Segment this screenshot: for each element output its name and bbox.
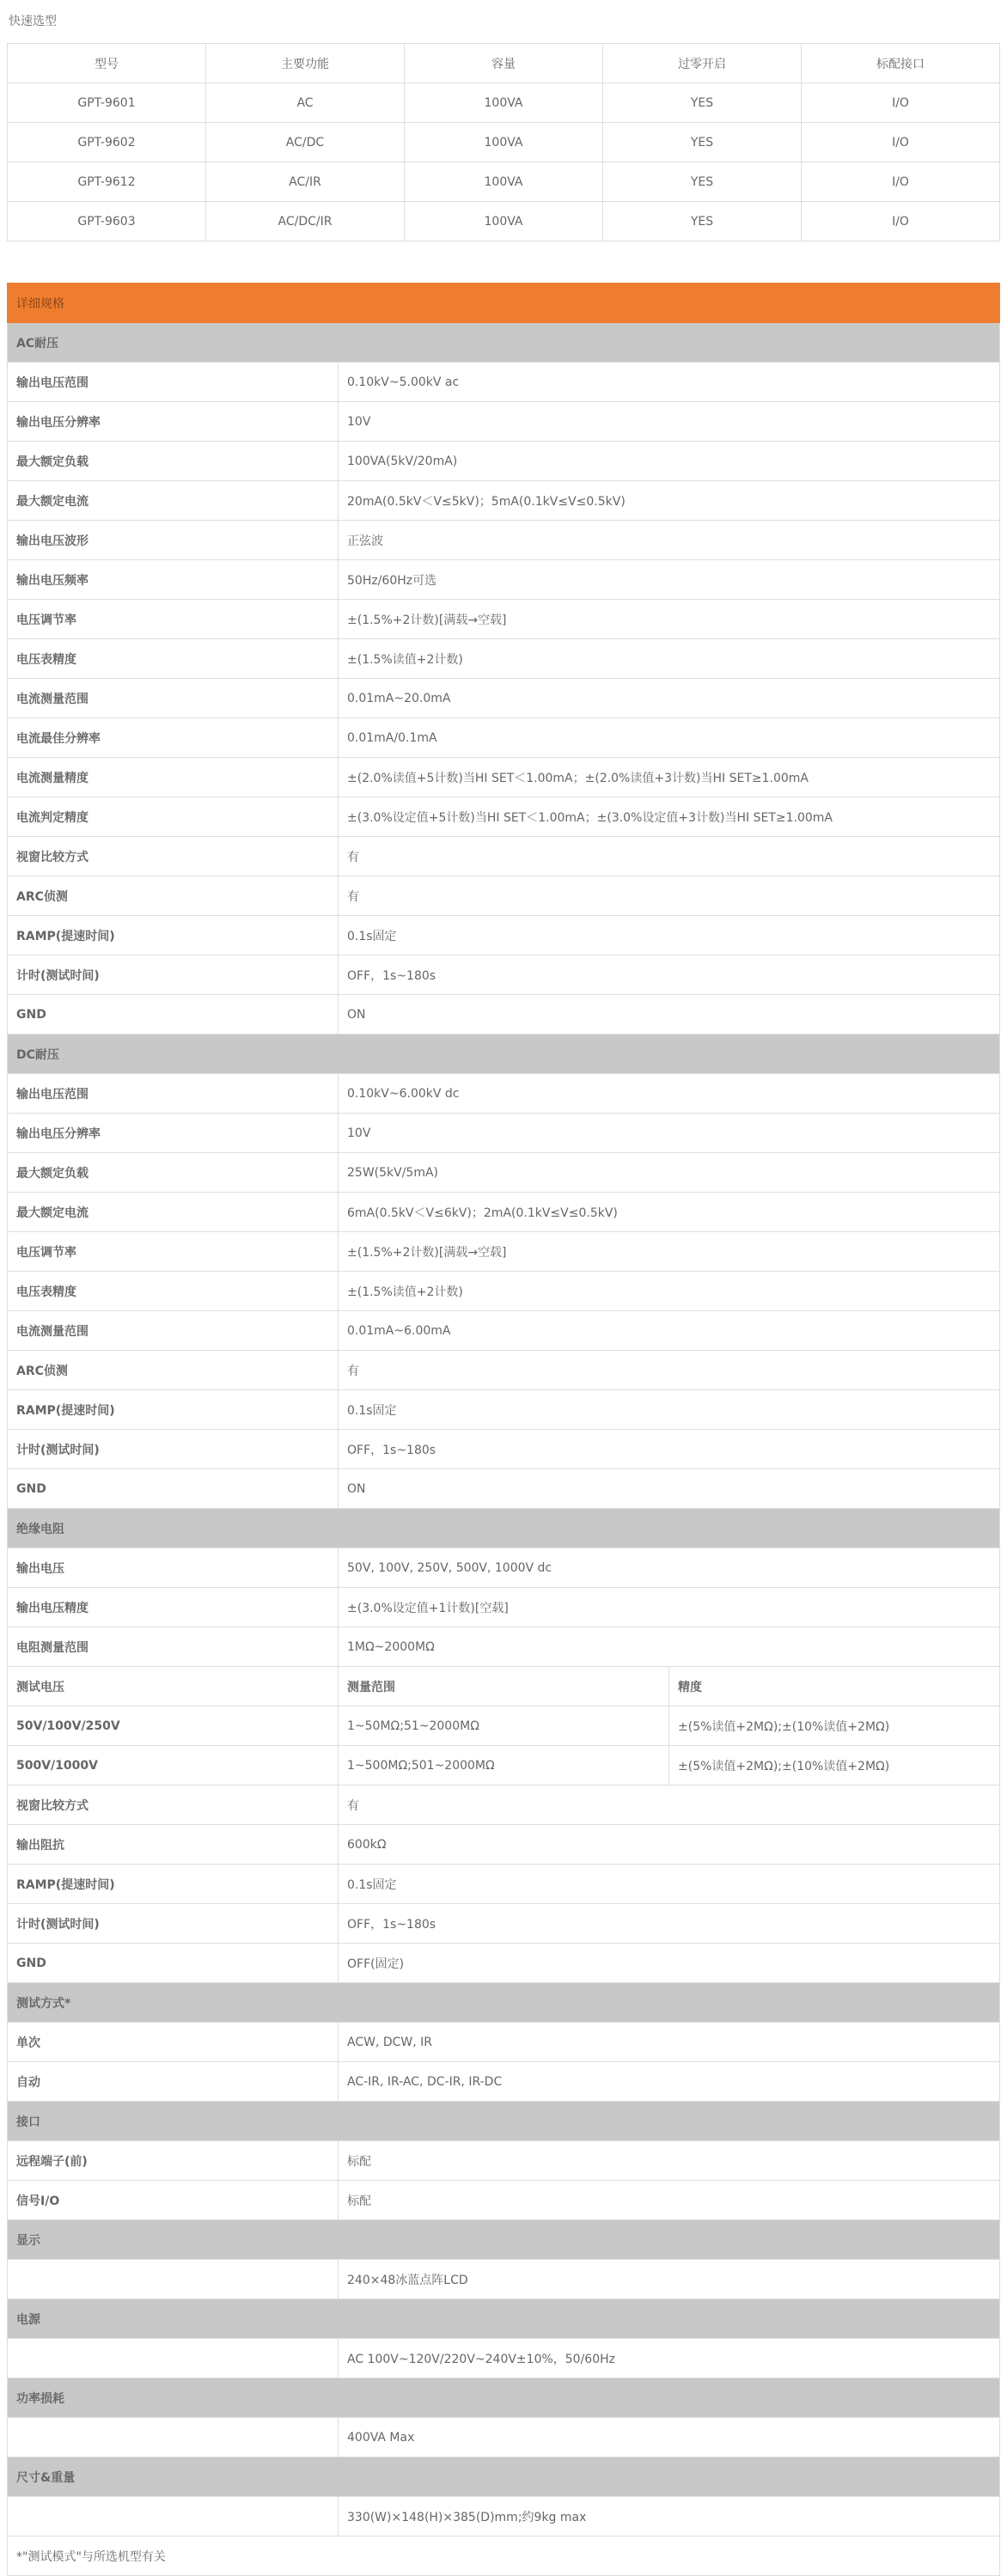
spec-table [7,283,1000,2576]
spec-row [8,2181,1000,2220]
spec-value: 0.01mA/0.1mA [339,718,1000,758]
spec-row [8,679,1000,718]
table-cell: AC/DC [206,123,405,162]
spec-label: 电压表精度 [8,639,339,679]
table-row [8,83,1000,123]
spec-label: ARC侦测 [8,1351,339,1390]
spec-label: 信号I/O [8,2181,339,2220]
spec-row [8,1469,1000,1509]
spec-label [8,2339,339,2378]
spec-value: 正弦波 [339,521,1000,560]
spec-value: ±(2.0%读值+5计数)当HI SET＜1.00mA；±(2.0%读值+3计数)当HI SET≥1.00mA [339,758,1000,797]
spec-value: 有 [339,876,1000,916]
spec-value: 50V, 100V, 250V, 500V, 1000V dc [339,1548,1000,1588]
quick-header-cell: 主要功能 [206,44,405,83]
spec-row [8,521,1000,560]
spec-row [8,1232,1000,1272]
ir-range: 1~500MΩ;501~2000MΩ [339,1746,669,1785]
spec-label: 最大额定负载 [8,442,339,481]
spec-row [8,1865,1000,1904]
spec-value: 0.1s固定 [339,916,1000,955]
spec-label: 输出阻抗 [8,1825,339,1865]
spec-label [8,2497,339,2536]
quick-header-cell: 过零开启 [603,44,802,83]
table-cell: 100VA [405,162,603,202]
spec-value: ±(1.5%+2计数)[满载→空载] [339,1232,1000,1272]
section-title: 显示 [8,2220,1000,2260]
spec-value: 600kΩ [339,1825,1000,1865]
table-cell: YES [603,83,802,123]
spec-value: 50Hz/60Hz可选 [339,560,1000,600]
spec-row [8,1548,1000,1588]
section-title: 接口 [8,2102,1000,2141]
spec-value: 0.10kV~6.00kV dc [339,1074,1000,1114]
table-cell: GPT-9612 [8,162,206,202]
spec-row [8,1627,1000,1667]
spec-value: 25W(5kV/5mA) [339,1153,1000,1193]
spec-label: 电流测量范围 [8,1311,339,1351]
spec-value: ±(3.0%设定值+5计数)当HI SET＜1.00mA；±(3.0%设定值+3计数)当HI SET≥1.00mA [339,797,1000,837]
spec-label: 输出电压范围 [8,1074,339,1114]
spec-label: GND [8,1944,339,1983]
spec-value: 0.01mA~6.00mA [339,1311,1000,1351]
spec-label: 视窗比较方式 [8,837,339,876]
section-title: DC耐压 [8,1035,1000,1074]
spec-label: 电流测量精度 [8,758,339,797]
spec-value: 有 [339,837,1000,876]
ir-sub-row [8,1706,1000,1746]
table-cell: 100VA [405,83,603,123]
spec-row [8,1390,1000,1430]
spec-row [8,639,1000,679]
table-cell: YES [603,202,802,241]
spec-value: 10V [339,402,1000,442]
table-cell: YES [603,123,802,162]
spec-value: 0.1s固定 [339,1865,1000,1904]
table-row [8,123,1000,162]
quick-header-row [8,44,1000,83]
spec-row [8,363,1000,402]
spec-label: 输出电压分辨率 [8,402,339,442]
spec-value: 标配 [339,2141,1000,2181]
table-cell: GPT-9602 [8,123,206,162]
spec-label: 电压表精度 [8,1272,339,1311]
table-cell: I/O [802,83,1000,123]
spec-value: ±(1.5%读值+2计数) [339,1272,1000,1311]
spec-label: 计时(测试时间) [8,1430,339,1469]
spec-value: 标配 [339,2181,1000,2220]
note-row [8,2536,1000,2576]
spec-value: 330(W)×148(H)×385(D)mm;约9kg max [339,2497,1000,2536]
spec-row [8,2023,1000,2062]
spec-label: 电压调节率 [8,1232,339,1272]
quick-header-cell: 容量 [405,44,603,83]
section-title: AC耐压 [8,323,1000,363]
spec-label: 计时(测试时间) [8,1904,339,1944]
spec-label: 输出电压分辨率 [8,1114,339,1153]
spec-value: AC 100V~120V/220V~240V±10%，50/60Hz [339,2339,1000,2378]
spec-row [8,1311,1000,1351]
spec-label: 最大额定负载 [8,1153,339,1193]
section-ac-withstand [8,323,1000,363]
ir-sub-header: 精度 [669,1667,1000,1706]
spec-label: 电流测量范围 [8,679,339,718]
section-dc-withstand [8,1035,1000,1074]
spec-row [8,1153,1000,1193]
spec-label: 电流最佳分辨率 [8,718,339,758]
table-cell: 100VA [405,202,603,241]
section-title: 功率损耗 [8,2378,1000,2418]
ir-accuracy: ±(5%读值+2MΩ);±(10%读值+2MΩ) [669,1706,1000,1746]
spec-label: 单次 [8,2023,339,2062]
spec-value: 0.01mA~20.0mA [339,679,1000,718]
spec-row [8,916,1000,955]
table-cell: AC [206,83,405,123]
spec-label: 输出电压频率 [8,560,339,600]
spec-row [8,876,1000,916]
spec-value: 10V [339,1114,1000,1153]
spec-value: 6mA(0.5kV＜V≤6kV)；2mA(0.1kV≤V≤0.5kV) [339,1193,1000,1232]
spec-row [8,797,1000,837]
spec-row [8,2339,1000,2378]
spec-label: 电阻测量范围 [8,1627,339,1667]
spec-label: 电流判定精度 [8,797,339,837]
section-interface [8,2102,1000,2141]
spec-label: 输出电压范围 [8,363,339,402]
quick-header-cell: 型号 [8,44,206,83]
spec-value: ON [339,1469,1000,1509]
spec-value: 0.1s固定 [339,1390,1000,1430]
spec-value: OFF(固定) [339,1944,1000,1983]
section-test-mode [8,1983,1000,2023]
ir-test-voltage: 500V/1000V [8,1746,339,1785]
table-cell: YES [603,162,802,202]
spec-row [8,995,1000,1035]
spec-label: 输出电压 [8,1548,339,1588]
spec-row [8,2260,1000,2299]
spec-row [8,837,1000,876]
spec-label: 视窗比较方式 [8,1785,339,1825]
spec-value: 20mA(0.5kV＜V≤5kV)；5mA(0.1kV≤V≤0.5kV) [339,481,1000,521]
spec-value: 0.10kV~5.00kV ac [339,363,1000,402]
spec-label: RAMP(提速时间) [8,916,339,955]
spec-row [8,560,1000,600]
section-size-weight [8,2457,1000,2497]
spec-value: 400VA Max [339,2418,1000,2457]
spec-label: GND [8,995,339,1035]
spec-label: 远程端子(前) [8,2141,339,2181]
ir-range: 1~50MΩ;51~2000MΩ [339,1706,669,1746]
table-cell: GPT-9601 [8,83,206,123]
spec-value: ON [339,995,1000,1035]
table-cell: GPT-9603 [8,202,206,241]
table-row [8,162,1000,202]
spec-label: 输出电压波形 [8,521,339,560]
spec-label: 计时(测试时间) [8,955,339,995]
section-title: 绝缘电阻 [8,1509,1000,1548]
spec-value: 有 [339,1785,1000,1825]
spec-label: RAMP(提速时间) [8,1865,339,1904]
spec-row [8,1944,1000,1983]
spec-row [8,442,1000,481]
spec-value: ACW, DCW, IR [339,2023,1000,2062]
table-cell: I/O [802,123,1000,162]
table-cell: AC/IR [206,162,405,202]
spec-row [8,1430,1000,1469]
spec-label: 电压调节率 [8,600,339,639]
spec-label: RAMP(提速时间) [8,1390,339,1430]
spec-value: 100VA(5kV/20mA) [339,442,1000,481]
ir-sub-header: 测试电压 [8,1667,339,1706]
quick-select-title: 快速选型 [9,15,57,28]
spec-row [8,2062,1000,2102]
spec-value: 有 [339,1351,1000,1390]
spec-value: OFF，1s~180s [339,1904,1000,1944]
table-row [8,202,1000,241]
spec-value: OFF，1s~180s [339,955,1000,995]
spec-row [8,955,1000,995]
spec-row [8,481,1000,521]
ir-test-voltage: 50V/100V/250V [8,1706,339,1746]
spec-row [8,2141,1000,2181]
spec-label: 最大额定电流 [8,1193,339,1232]
spec-row [8,1272,1000,1311]
spec-row [8,1193,1000,1232]
table-cell: 100VA [405,123,603,162]
spec-row [8,1351,1000,1390]
ir-accuracy: ±(5%读值+2MΩ);±(10%读值+2MΩ) [669,1746,1000,1785]
spec-value: AC-IR, IR-AC, DC-IR, IR-DC [339,2062,1000,2102]
spec-row [8,1074,1000,1114]
spec-header: 详细规格 [8,284,1000,323]
section-power [8,2299,1000,2339]
spec-label [8,2418,339,2457]
section-title: 电源 [8,2299,1000,2339]
spec-row [8,600,1000,639]
spec-row [8,1825,1000,1865]
spec-row [8,1785,1000,1825]
spec-label: 输出电压精度 [8,1588,339,1627]
spec-label: 最大额定电流 [8,481,339,521]
spec-label: ARC侦测 [8,876,339,916]
table-cell: AC/DC/IR [206,202,405,241]
spec-row [8,1114,1000,1153]
spec-label [8,2260,339,2299]
spec-row [8,718,1000,758]
spec-value: 1MΩ~2000MΩ [339,1627,1000,1667]
spec-row [8,2418,1000,2457]
spec-header-row [8,284,1000,323]
spec-value: OFF，1s~180s [339,1430,1000,1469]
spec-row [8,758,1000,797]
spec-value: 240×48冰蓝点阵LCD [339,2260,1000,2299]
spec-value: ±(3.0%设定值+1计数)[空载] [339,1588,1000,1627]
spec-row [8,2497,1000,2536]
footnote: *"测试模式"与所选机型有关 [8,2536,1000,2576]
section-insulation-resistance [8,1509,1000,1548]
spec-value: ±(1.5%+2计数)[满载→空载] [339,600,1000,639]
ir-sub-row [8,1746,1000,1785]
spec-label: 自动 [8,2062,339,2102]
spec-row [8,1904,1000,1944]
section-display [8,2220,1000,2260]
spec-row [8,1588,1000,1627]
quick-header-cell: 标配接口 [802,44,1000,83]
spec-row [8,402,1000,442]
table-cell: I/O [802,162,1000,202]
spec-label: GND [8,1469,339,1509]
spec-value: ±(1.5%读值+2计数) [339,639,1000,679]
ir-sub-header: 测量范围 [339,1667,669,1706]
ir-sub-header-row [8,1667,1000,1706]
section-power-consumption [8,2378,1000,2418]
quick-select-table [7,43,1000,241]
page [7,0,1000,2576]
section-title: 尺寸&重量 [8,2457,1000,2497]
section-title: 测试方式* [8,1983,1000,2023]
table-cell: I/O [802,202,1000,241]
